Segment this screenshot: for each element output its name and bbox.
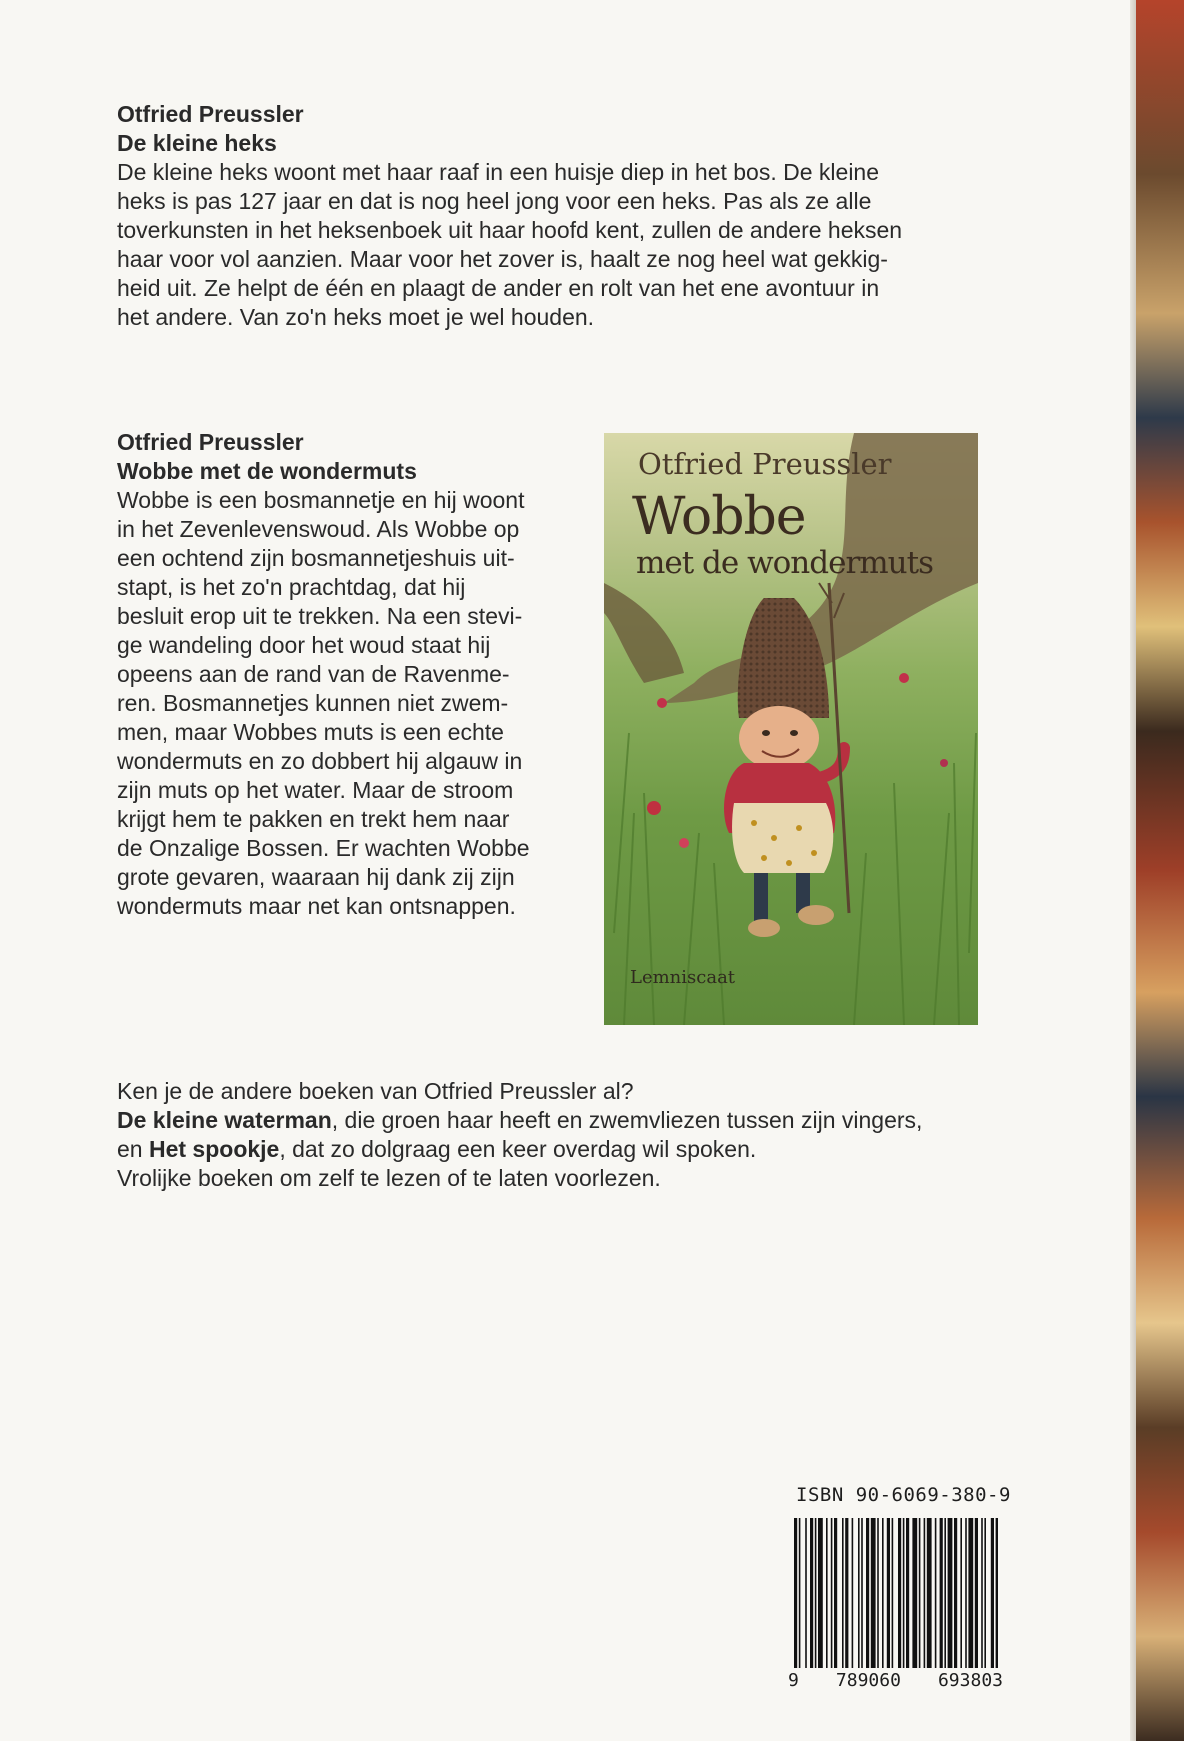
other-books-question: Ken je de andere boeken van Otfried Preussler al? [117,1078,634,1104]
book1-title: De kleine heks [117,130,277,156]
barcode-bar [954,1518,957,1668]
barcode-bar [810,1518,813,1668]
isbn-number: ISBN 90-6069-380-9 [796,1484,1011,1506]
wobbe-cover-image [604,433,978,1025]
barcode-bars [794,1518,998,1668]
barcode-bar [858,1518,860,1668]
barcode-bar [818,1518,823,1668]
barcode-bar [948,1518,953,1668]
book-description-de-kleine-heks [117,100,1017,332]
ean-digits [788,1670,1003,1691]
barcode-bar [845,1518,848,1668]
book1-line: De kleine heks woont met haar raaf in een huisje diep in het bos. De kleine [117,159,880,185]
barcode-bar [898,1518,901,1668]
book2-line: in het Zevenlevenswoud. Als Wobbe op [117,516,520,542]
book1-author: Otfried Preussler [117,101,304,127]
barcode-bar [912,1518,917,1668]
ean-group-2: 693803 [937,1670,1003,1691]
book2-line: ge wandeling door het woud staat hij [117,632,491,658]
waterman-description: , die groen haar heeft en zwemvliezen tussen zijn vingers, [331,1107,923,1133]
barcode-bar [940,1518,943,1668]
barcode-bar [834,1518,837,1668]
book1-line: haar voor vol aanzien. Maar voor het zover is, haalt ze nog heel wat gekkig- [117,246,888,272]
barcode-bar [799,1518,801,1668]
barcode-bar [924,1518,926,1668]
book2-line: een ochtend zijn bosmannetjeshuis uit- [117,545,515,571]
book2-line: wondermuts maar net kan ontsnappen. [117,893,516,919]
cover-publisher: Lemniscaat [630,967,736,988]
barcode-bar [935,1518,937,1668]
other-books-line-spookje [117,1135,1037,1164]
barcode-bar [861,1518,863,1668]
barcode [794,1518,998,1690]
book1-line: het andere. Van zo'n heks moet je wel houden. [117,304,595,330]
ean-first-digit: 9 [788,1670,799,1691]
book2-line: stapt, is het zo'n prachtdag, dat hij [117,574,466,600]
barcode-bar [981,1518,983,1668]
other-books-section [117,1077,1037,1193]
barcode-bar [887,1518,890,1668]
barcode-bar [919,1518,921,1668]
book2-line: de Onzalige Bossen. Er wachten Wobbe [117,835,530,861]
book2-line: men, maar Wobbes muts is een echte [117,719,504,745]
barcode-bar [831,1518,833,1668]
cover-author: Otfried Preussler [638,447,892,481]
barcode-bar [965,1518,967,1668]
book1-line: toverkunsten in het heksenboek uit haar hoofd kent, zullen de andere heksen [117,217,903,243]
book2-line: krijgt hem te pakken en trekt hem naar [117,806,510,832]
barcode-bar [906,1518,909,1668]
barcode-bar [794,1518,797,1668]
book1-line: heks is pas 127 jaar en dat is nog heel jong voor een heks. Pas als ze alle [117,188,872,214]
barcode-bar [927,1518,932,1668]
barcode-bar [892,1518,894,1668]
book2-line: zijn muts op het water. Maar de stroom [117,777,514,803]
book-title-spookje: Het spookje [148,1136,280,1162]
barcode-bar [815,1518,817,1668]
barcode-bar [968,1518,973,1668]
barcode-bar [852,1518,854,1668]
book2-line: grote gevaren, waaraan hij dank zij zijn [117,864,515,890]
book-title-waterman: De kleine waterman [117,1107,332,1133]
barcode-bar [866,1518,869,1668]
barcode-bar [944,1518,946,1668]
barcode-bar [991,1518,994,1668]
ean-group-1: 789060 [835,1670,901,1691]
barcode-bar [984,1518,986,1668]
book2-line: opeens aan de rand van de Ravenme- [117,661,510,687]
other-books-closing: Vrolijke boeken om zelf te lezen of te laten voorlezen. [117,1165,661,1191]
book2-line: Wobbe is een bosmannetje en hij woont [117,487,525,513]
barcode-bar [826,1518,828,1668]
book2-line: besluit erop uit te trekken. Na een stevi- [117,603,523,629]
barcode-bar [975,1518,978,1668]
barcode-bar [960,1518,962,1668]
spookje-description: , dat zo dolgraag een keer overdag wil spoken. [279,1136,757,1162]
book-description-wobbe [117,428,587,921]
barcode-bar [842,1518,844,1668]
book2-title: Wobbe met de wondermuts [117,458,417,484]
cover-subtitle: met de wondermuts [636,545,933,581]
book1-line: heid uit. Ze helpt de één en plaagt de ander en rolt van het ene avontuur in [117,275,880,301]
barcode-bar [996,1518,998,1668]
spookje-prefix: en [117,1136,149,1162]
book2-line: ren. Bosmannetjes kunnen niet zwem- [117,690,509,716]
barcode-bar [805,1518,807,1668]
other-books-line-waterman [117,1106,1037,1135]
barcode-bar [877,1518,879,1668]
barcode-bar [903,1518,905,1668]
book2-line: wondermuts en zo dobbert hij algauw in [117,748,523,774]
spine-artwork [1136,0,1184,1741]
cover-title: Wobbe [632,487,806,547]
book2-author: Otfried Preussler [117,429,304,455]
barcode-bar [882,1518,884,1668]
barcode-bar [871,1518,876,1668]
